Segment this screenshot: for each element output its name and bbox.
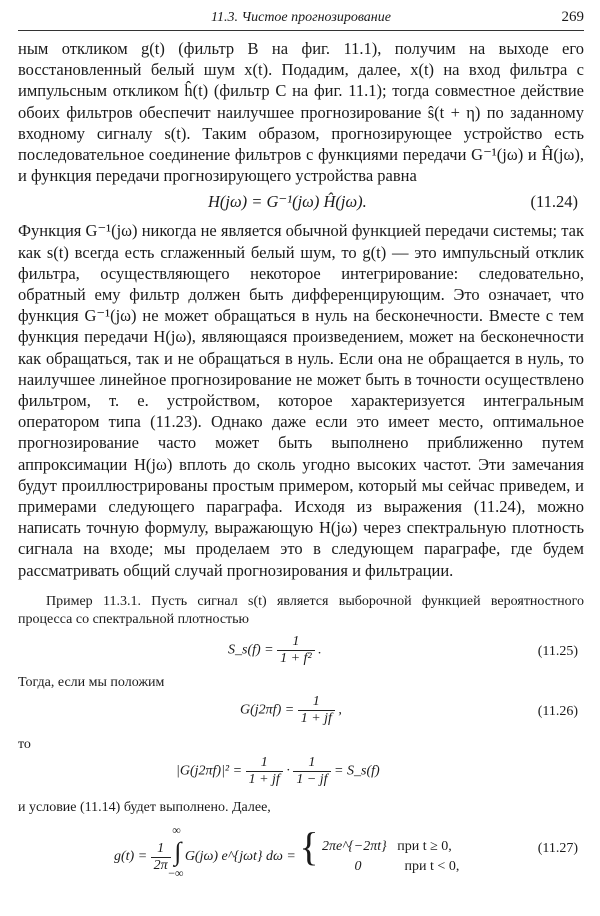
cases-block xyxy=(322,837,459,877)
equation-11-27-body xyxy=(114,823,460,881)
case-1-value: 2πe^{−2πt} xyxy=(322,839,387,855)
equation-11-25-body xyxy=(228,634,322,667)
equation-11-26-body xyxy=(240,694,342,727)
paragraph-2: Функция G⁻¹(jω) никогда не является обычной функцией передачи системы; так как s(t) всегда есть сглаженный белый шум, то g(t) — это импульсный отклик фильтра, осуществляющего некоторое интегрирование: следовательно, обратный ему фильтр должен быть дифференцирующим. Это означает, что функция G⁻¹(jω) не может обращаться в нуль на бесконечности. Вместе с тем функция передачи H(jω), являющаяся произведением, может на бесконечности как обращаться, так и не обращаться в нуль. Если она не обращается в нуль, то наилучшее линейное прогнозирование не может быть в точности осуществлено фильтром, т. е. устройством, которое характеризуется интегральным оператором типа (11.23). Однако даже если это имеет место, оптимальное прогнозирование часто может быть выполнено приближенно путем аппроксимации H(jω) вплоть до сколь угодно высоких частот. Эти замечания будут проиллюстрированы простым примером, который мы сейчас приведем, и примерами следующего параграфа. Исходя из выражения (11.24), можно написать точную формулу, выражающую H(jω) через спектральную плотность сигнала на входе; мы проделаем это в следующем параграфе, где будем рассматривать общий случай прогнозирования и фильтрации. xyxy=(18,221,584,580)
running-header xyxy=(18,8,584,31)
equation-modulus-denominator-2: 1 − jf xyxy=(296,771,328,787)
equation-11-27-numerator: 1 xyxy=(151,841,171,858)
case-2-value: 0 xyxy=(354,859,362,875)
equation-modulus xyxy=(18,755,584,799)
case-2 xyxy=(322,857,459,877)
equation-11-25 xyxy=(18,630,584,674)
page-number: 269 xyxy=(561,9,584,25)
equation-modulus-fraction-2 xyxy=(293,755,330,788)
equation-11-25-tail: . xyxy=(318,642,322,658)
condition-text: и условие (11.14) будет выполнено. Далее, xyxy=(18,799,271,815)
equation-modulus-dot: · xyxy=(286,763,290,779)
integral-sign: ∫ ∞ −∞ xyxy=(168,823,184,881)
equation-modulus-denominator-1: 1 + jf xyxy=(248,771,280,787)
equation-modulus-lhs: |G(j2πf)|² = xyxy=(176,763,243,779)
equation-11-25-lhs: S_s(f) = xyxy=(228,642,274,658)
equation-11-26 xyxy=(18,692,584,736)
running-title: 11.3. Чистое прогнозирование xyxy=(211,10,391,25)
equation-11-26-number: (11.26) xyxy=(537,704,578,720)
to-text: то xyxy=(18,737,31,753)
equation-11-27 xyxy=(18,817,584,879)
equation-11-27-denominator: 2π xyxy=(153,857,168,873)
equation-11-27-number: (11.27) xyxy=(537,841,578,857)
equation-11-26-tail: , xyxy=(338,703,342,719)
equation-modulus-rhs: = S_s(f) xyxy=(334,763,380,779)
equation-11-26-lhs: G(j2πf) = xyxy=(240,703,295,719)
equation-modulus-body xyxy=(176,755,380,788)
equation-11-24-number: (11.24) xyxy=(530,192,578,212)
equation-modulus-numerator-2: 1 xyxy=(293,755,330,772)
equation-modulus-numerator-1: 1 xyxy=(246,755,283,772)
equation-11-24-body: H(jω) = G⁻¹(jω) Ĥ(jω). xyxy=(208,192,367,212)
page-content xyxy=(18,38,584,879)
equation-modulus-fraction-1 xyxy=(246,755,283,788)
equation-11-27-lhs: g(t) = xyxy=(114,849,148,865)
then-text: Тогда, если мы положим xyxy=(18,674,165,690)
equation-11-25-number: (11.25) xyxy=(537,643,578,659)
equation-11-26-fraction xyxy=(298,694,335,727)
cases-brace: { xyxy=(299,824,319,870)
equation-11-25-numerator: 1 xyxy=(277,634,315,651)
equation-11-27-integrand: G(jω) e^{jωt} dω = xyxy=(184,849,296,865)
equation-11-25-denominator: 1 + f² xyxy=(280,650,312,666)
equation-11-26-denominator: 1 + jf xyxy=(300,711,332,727)
example-block xyxy=(18,593,584,880)
integral-lower-limit: −∞ xyxy=(168,866,184,881)
integral-upper-limit: ∞ xyxy=(172,823,181,838)
main-text xyxy=(18,38,584,581)
paragraph-1: ным откликом g(t) (фильтр B на фиг. 11.1), получим на выходе его восстановленный белый шум x(t). Подадим, далее, x(t) на вход фильтра с импульсным откликом ĥ(t) (фильтр C на фиг. 11.1); тогда совместное действие обоих фильтров обеспечит наилучшее прогнозирование ŝ(t + η) по заданному входному сигналу s(t). Таким образом, прогнозирующее устройство есть последовательное соединение фильтров с функциями передачи G⁻¹(jω) и Ĥ(jω), и функция передачи прогнозирующего устройства равна xyxy=(18,39,584,186)
equation-11-24 xyxy=(18,188,584,218)
equation-11-26-numerator: 1 xyxy=(298,694,335,711)
case-1 xyxy=(322,837,459,857)
equation-11-25-fraction xyxy=(277,634,315,667)
case-1-condition: при t ≥ 0, xyxy=(397,839,452,855)
example-intro: Пример 11.3.1. Пусть сигнал s(t) является выборочной функцией вероятностного процесса со спектральной плотностью xyxy=(18,593,584,628)
case-2-condition: при t < 0, xyxy=(404,859,460,875)
